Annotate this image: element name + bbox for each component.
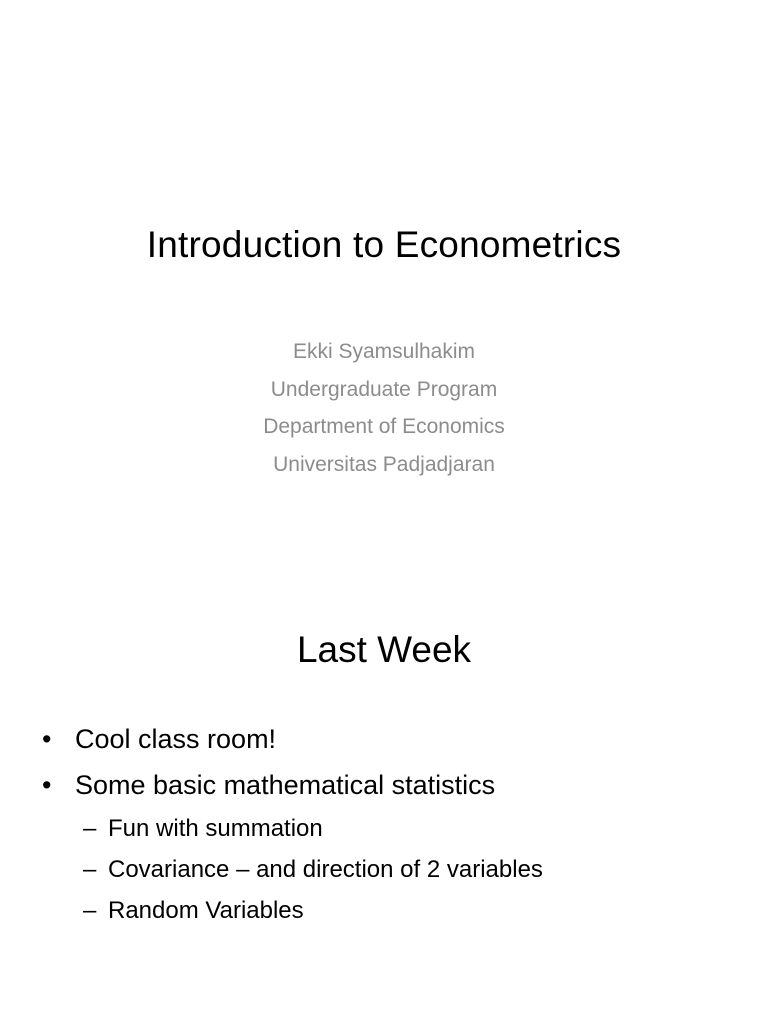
bullet-marker: • [42,770,52,800]
university-name: Universitas Padjadjaran [273,452,495,476]
bullet-list [42,716,742,931]
bullet-text: Some basic mathematical statistics [75,770,496,800]
author-name: Ekki Syamsulhakim [292,340,476,363]
bullet-text: Cool class room! [75,724,277,754]
sub-bullet-item [42,808,742,849]
sub-bullet-text: Covariance – and direction of 2 variables [108,856,543,883]
slide-heading: Last Week [296,629,472,670]
slide-title-heading: Introduction to Econometrics [146,224,622,265]
sub-bullet-item [42,890,742,931]
slide-subtitle [0,333,768,483]
sub-bullet-item [42,849,742,890]
bullet-marker: • [42,724,52,754]
sub-bullet-marker: – [83,815,97,842]
slide-last-week [0,576,768,1024]
sub-bullet-text: Fun with summation [108,815,323,842]
bullet-item [42,716,742,762]
department-name: Department of Economics [263,415,505,438]
sub-bullet-marker: – [83,856,97,883]
program-name: Undergraduate Program [270,377,498,401]
sub-bullet-text: Random Variables [108,897,304,924]
bullet-item [42,762,742,808]
sub-bullet-marker: – [83,897,97,924]
